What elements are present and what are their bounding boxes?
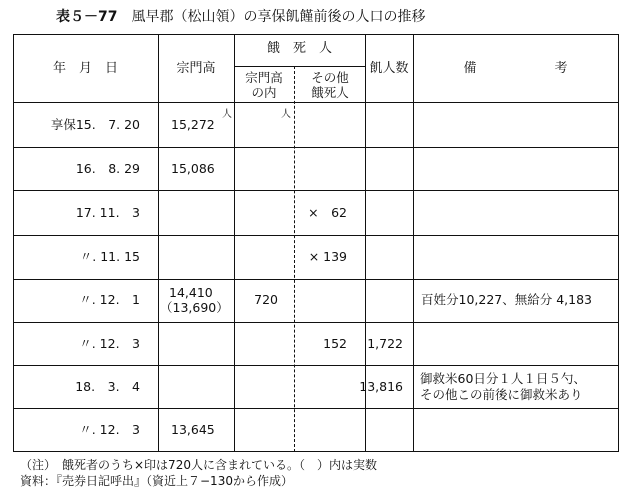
row-3-date: 17. 11. 3	[75, 205, 140, 220]
row-5-shumon: 14,410	[169, 285, 213, 300]
header-biko: 備 考	[463, 61, 568, 76]
row-5-shumon-actual: （13,690）	[160, 300, 229, 315]
header-shumon: 宗門高	[176, 61, 216, 76]
row-5-biko: 百姓分10,227、無給分 4,183	[421, 292, 592, 307]
row-6-kijin: 1,722	[367, 336, 403, 351]
row-2-date: 16. 8. 29	[75, 161, 140, 176]
header-kijin: 飢人数	[369, 61, 409, 76]
header-gashi-other: その他 餓死人	[311, 70, 349, 100]
row-8-date: 〃. 12. 3	[79, 422, 140, 437]
row-6-date: 〃. 12. 3	[79, 336, 140, 351]
header-date: 年 月 日	[52, 61, 118, 76]
unit-shumon: 人	[222, 109, 232, 120]
unit-gashi: 人	[281, 109, 291, 120]
row-7-kijin: 13,816	[359, 379, 403, 394]
row-3-gashi-other: × 62	[308, 205, 347, 220]
row-7-date: 18. 3. 4	[75, 379, 140, 394]
row-8-shumon: 13,645	[171, 422, 215, 437]
header-gashi: 餓 死 人	[266, 41, 332, 56]
row-5-gashi-shumon: 720	[254, 292, 278, 307]
row-1-date: 享保15. 7. 20	[50, 117, 140, 132]
table-title: 風早郡（松山領）の享保飢饉前後の人口の推移	[131, 9, 426, 25]
header-gashi-shumon: 宗門高 の内	[245, 70, 283, 100]
source-note: 資料：『売券日記呼出』（資近上７−130から作成）	[20, 474, 293, 488]
table-caption	[56, 6, 425, 26]
row-7-biko-2: その他この前後に御救米あり	[420, 387, 583, 402]
row-7-biko: 御救米60日分１人１日５勺、	[420, 371, 586, 386]
row-2-shumon: 15,086	[171, 161, 215, 176]
row-5-date: 〃. 12. 1	[79, 292, 140, 307]
footnote: （注） 餓死者のうち×印は720人に含まれている。（ ）内は実数	[20, 458, 377, 472]
row-4-date: 〃. 11. 15	[79, 249, 140, 264]
table-number: 表５－77	[56, 9, 118, 25]
row-6-gashi-other: 152	[323, 336, 347, 351]
row-1-shumon: 15,272	[171, 117, 215, 132]
population-table	[13, 34, 619, 452]
row-4-gashi-other: × 139	[308, 249, 347, 264]
